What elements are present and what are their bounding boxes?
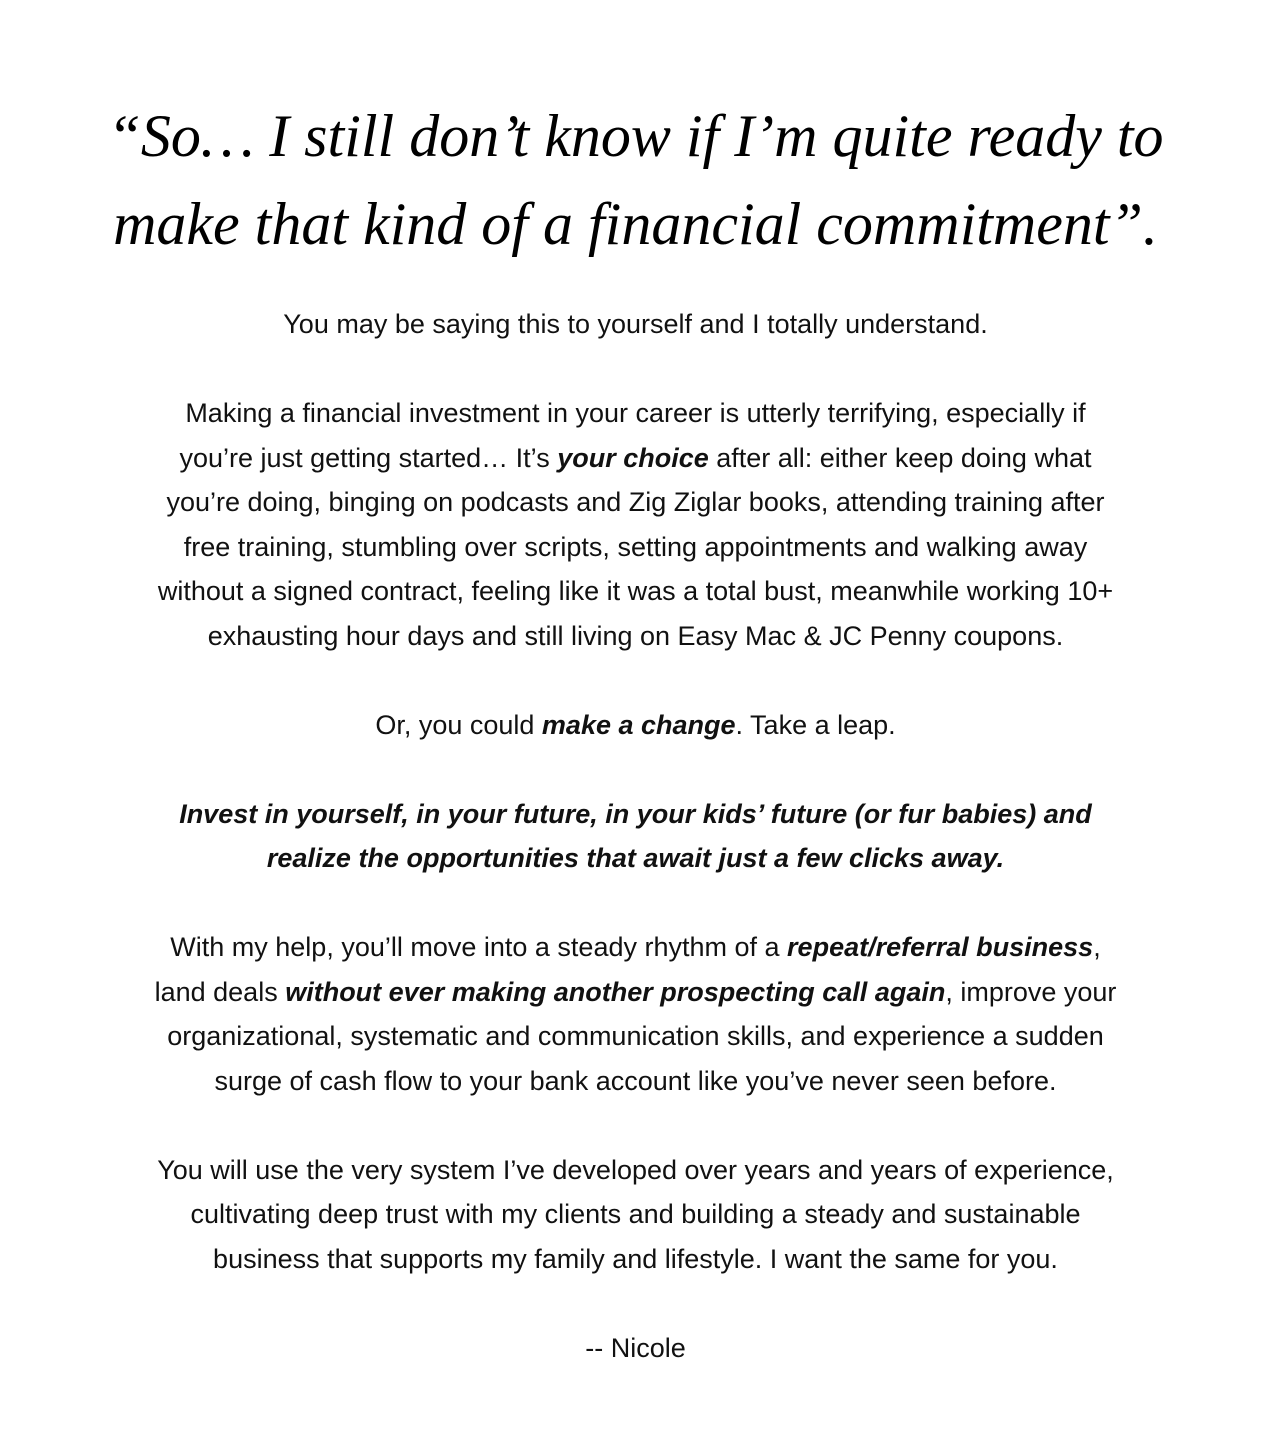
text-segment: Or, you could: [375, 709, 542, 740]
text-line: [0, 569, 1271, 614]
text-line: [0, 1326, 1271, 1371]
text-segment: without a signed contract, feeling like it was a total bust, meanwhile working 10+: [157, 576, 1114, 606]
text-segment: surge of cash flow to your bank account like you’ve never seen before.: [214, 1065, 1057, 1096]
headline-quote: [0, 92, 1271, 268]
headline-line: “So… I still don’t know if I’m quite ready to: [107, 103, 1164, 169]
emphasis-text: without ever making another prospecting call again: [285, 976, 946, 1007]
text-line: [0, 525, 1271, 570]
text-line: [0, 436, 1271, 481]
text-line: [0, 703, 1271, 748]
text-segment: , improve your: [945, 976, 1117, 1007]
text-line: [0, 1059, 1271, 1104]
intro-paragraph: [0, 302, 1271, 347]
body-text: [0, 302, 1271, 1415]
emphasis-text: realize the opportunities that await just a few clicks away.: [266, 843, 1005, 873]
text-segment: you’re doing, binging on podcasts and Zig Ziglar books, attending training after: [166, 487, 1105, 517]
emphasis-text: make a change: [541, 709, 736, 740]
text-segment: land deals: [154, 976, 286, 1007]
text-segment: ,: [1093, 932, 1101, 962]
text-line: [0, 1192, 1271, 1237]
text-segment: exhausting hour days and still living on Easy Mac & JC Penny coupons.: [207, 620, 1064, 651]
text-segment: Making a financial investment in your career is utterly terrifying, especially if: [185, 398, 1086, 428]
system-paragraph: [0, 1148, 1271, 1282]
emphasis-text: Invest in yourself, in your future, in your kids’ future (or fur babies) and: [179, 798, 1092, 829]
text-segment: With my help, you’ll move into a steady rhythm of a: [170, 932, 788, 962]
text-line: [0, 970, 1271, 1015]
headline-line: make that kind of a financial commitment”.: [113, 191, 1158, 257]
text-segment: cultivating deep trust with my clients and building a steady and sustainable: [190, 1199, 1081, 1229]
text-segment: You will use the very system I’ve developed over years and years of experience,: [157, 1154, 1114, 1185]
text-segment: business that supports my family and lifestyle. I want the same for you.: [213, 1243, 1058, 1274]
invest-callout: [0, 792, 1271, 881]
text-line: [0, 1148, 1271, 1193]
text-segment: -- Nicole: [585, 1332, 686, 1363]
signature: [0, 1326, 1271, 1371]
benefits-paragraph: [0, 925, 1271, 1103]
text-line: [0, 1237, 1271, 1282]
text-line: [0, 925, 1271, 970]
text-line: [0, 391, 1271, 436]
text-segment: after all: either keep doing what: [708, 442, 1092, 473]
text-line: [0, 614, 1271, 659]
change-paragraph: [0, 703, 1271, 748]
text-line: [0, 302, 1271, 347]
text-line: [0, 1014, 1271, 1059]
emphasis-text: repeat/referral business: [787, 932, 1094, 962]
investment-paragraph: [0, 391, 1271, 658]
text-line: [0, 480, 1271, 525]
text-segment: you’re just getting started… It’s: [179, 442, 558, 473]
text-line: [0, 792, 1271, 837]
text-segment: You may be saying this to yourself and I totally understand.: [283, 309, 988, 339]
text-segment: . Take a leap.: [735, 709, 896, 740]
emphasis-text: your choice: [557, 442, 709, 473]
text-line: [0, 836, 1271, 881]
text-segment: organizational, systematic and communication skills, and experience a sudden: [167, 1021, 1104, 1051]
text-segment: free training, stumbling over scripts, setting appointments and walking away: [183, 531, 1088, 562]
